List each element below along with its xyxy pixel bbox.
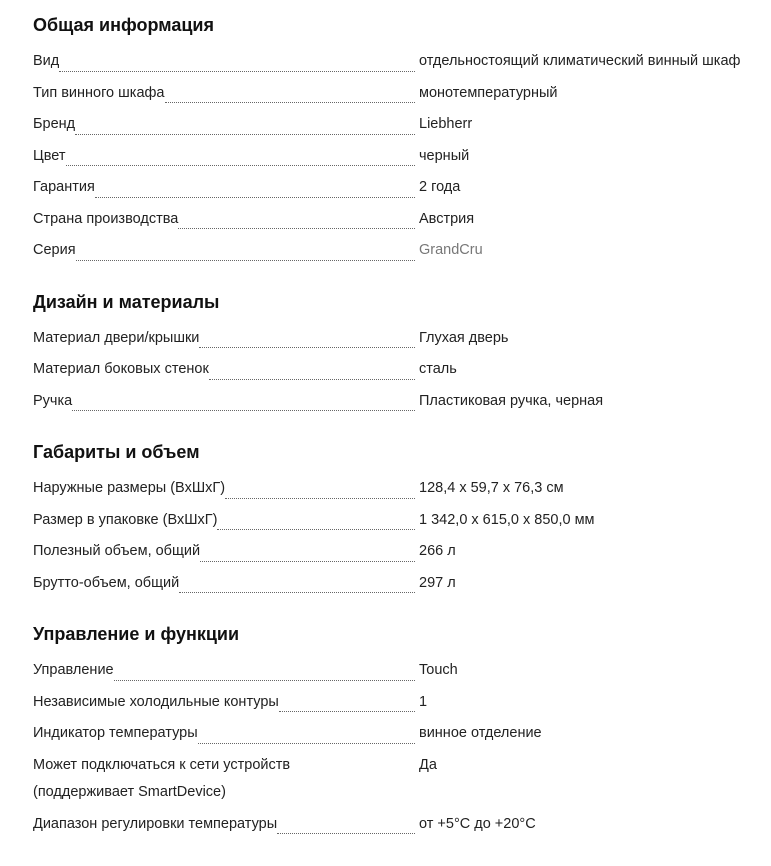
spec-row	[33, 204, 771, 236]
spec-value: 266 л	[419, 543, 456, 559]
dotted-leader	[178, 228, 415, 229]
spec-row	[33, 750, 771, 809]
spec-label-cell	[33, 536, 419, 568]
spec-label: Может подключаться к сети устройств (поддерживает SmartDevice)	[33, 757, 291, 800]
spec-value: 128,4 x 59,7 x 76,3 см	[419, 480, 564, 496]
spec-label-cell	[33, 354, 419, 386]
spec-label-cell	[33, 172, 419, 204]
spec-row	[33, 141, 771, 173]
spec-row	[33, 809, 771, 841]
spec-label-cell	[33, 568, 419, 600]
section-design	[33, 323, 771, 418]
spec-row	[33, 655, 771, 687]
spec-label-cell	[33, 78, 419, 110]
spec-row	[33, 473, 771, 505]
spec-label-cell	[33, 141, 419, 173]
dotted-leader	[225, 498, 415, 499]
spec-value: 1 342,0 x 615,0 x 850,0 мм	[419, 511, 595, 528]
dotted-leader	[114, 680, 415, 681]
section-title-general: Общая информация	[33, 15, 214, 35]
spec-value: черный	[419, 147, 470, 164]
dotted-leader	[279, 711, 415, 712]
spec-row	[33, 109, 771, 141]
spec-row	[33, 718, 771, 750]
dotted-leader	[66, 165, 416, 166]
spec-label: Брутто-объем, общий	[33, 574, 180, 591]
spec-label-cell	[33, 718, 419, 750]
section-title-design: Дизайн и материалы	[33, 291, 220, 312]
spec-label: Материал двери/крышки	[33, 329, 200, 346]
spec-label: Тип винного шкафа	[33, 84, 165, 101]
section-dimensions	[33, 473, 771, 599]
dotted-leader	[59, 71, 415, 72]
dotted-leader	[200, 561, 415, 562]
spec-label-cell	[33, 505, 419, 537]
spec-label-cell	[33, 204, 419, 236]
spec-label: Страна производства	[33, 210, 179, 227]
spec-value: Liebherr	[419, 116, 473, 132]
spec-row	[33, 323, 771, 355]
section-title-controls: Управление и функции	[33, 624, 240, 644]
spec-value: Пластиковая ручка, черная	[419, 392, 604, 409]
spec-label: Вид	[33, 53, 60, 69]
spec-label-cell	[33, 386, 419, 418]
spec-row	[33, 536, 771, 568]
spec-label-cell	[33, 323, 419, 355]
spec-label-cell	[33, 46, 419, 78]
spec-label: Цвет	[33, 147, 66, 164]
spec-value: Touch	[419, 662, 458, 678]
spec-label-cell	[33, 235, 419, 267]
dotted-leader	[179, 592, 415, 593]
spec-row	[33, 172, 771, 204]
spec-label: Наружные размеры (ВхШхГ)	[33, 480, 226, 496]
spec-label: Серия	[33, 242, 76, 258]
dotted-leader	[277, 833, 415, 834]
spec-value: винное отделение	[419, 725, 542, 741]
spec-value: монотемпературный	[419, 84, 558, 101]
spec-label: Гарантия	[33, 179, 95, 195]
dotted-leader	[75, 134, 415, 135]
spec-value: от +5°C до +20°C	[419, 815, 536, 832]
dotted-leader	[95, 197, 415, 198]
spec-row	[33, 354, 771, 386]
spec-label-cell	[33, 109, 419, 141]
section-general	[33, 46, 771, 267]
spec-row	[33, 568, 771, 600]
section-title-dimensions: Габариты и объем	[33, 442, 200, 462]
dotted-leader	[76, 260, 415, 261]
dotted-leader	[72, 410, 415, 411]
spec-label: Бренд	[33, 116, 76, 132]
spec-label: Управление	[33, 662, 114, 678]
spec-value: 2 года	[419, 179, 461, 195]
spec-value: Австрия	[419, 210, 475, 227]
spec-row	[33, 46, 771, 78]
spec-label-cell	[33, 809, 419, 841]
spec-label-cell	[33, 687, 419, 719]
spec-value: Глухая дверь	[419, 329, 509, 346]
spec-value: Да	[419, 757, 437, 773]
spec-row	[33, 505, 771, 537]
specifications	[0, 10, 771, 840]
spec-row	[33, 78, 771, 110]
dotted-leader	[209, 379, 415, 380]
spec-label: Материал боковых стенок	[33, 361, 209, 377]
spec-label: Размер в упаковке (ВхШхГ)	[33, 511, 218, 528]
spec-label-cell	[33, 473, 419, 505]
dotted-leader	[217, 529, 415, 530]
spec-label-cell	[33, 655, 419, 687]
spec-label: Диапазон регулировки температуры	[33, 815, 278, 832]
spec-row	[33, 386, 771, 418]
spec-label: Полезный объем, общий	[33, 543, 201, 559]
spec-row	[33, 687, 771, 719]
dotted-leader	[199, 347, 415, 348]
spec-label: Независимые холодильные контуры	[33, 693, 279, 710]
spec-row	[33, 235, 771, 267]
spec-label: Ручка	[33, 392, 73, 409]
spec-label-cell	[33, 752, 419, 806]
section-controls	[33, 655, 771, 840]
spec-value: отдельностоящий климатический винный шкаф	[419, 53, 741, 69]
dotted-leader	[198, 743, 415, 744]
spec-value: сталь	[419, 361, 457, 377]
dotted-leader	[165, 102, 416, 103]
spec-label: Индикатор температуры	[33, 725, 198, 741]
spec-value: 1	[419, 693, 428, 710]
series-link[interactable]: GrandCru	[419, 242, 483, 258]
spec-value: 297 л	[419, 574, 456, 591]
